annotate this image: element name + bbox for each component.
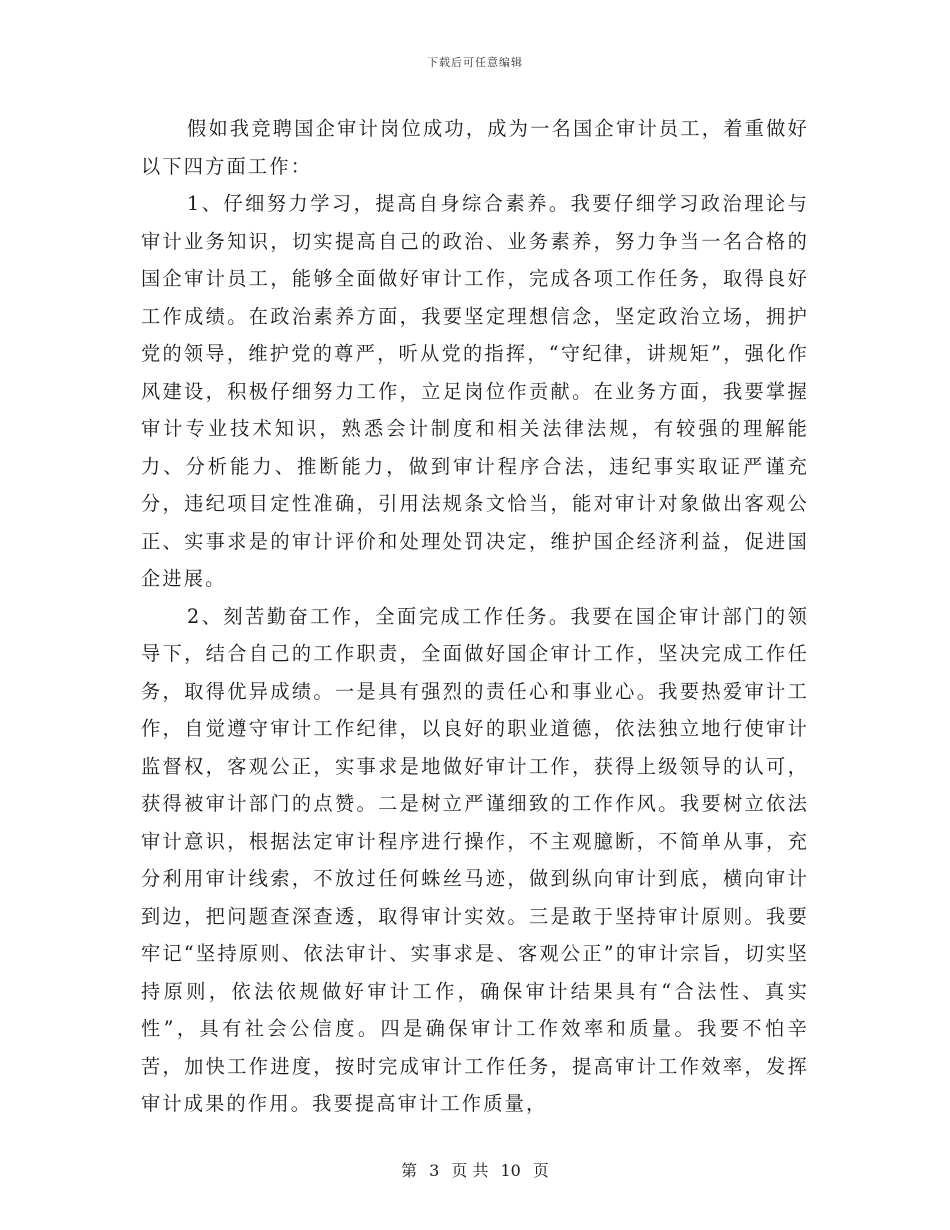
footer-page-number: 3: [429, 1161, 440, 1180]
paragraph-point-1: 1、仔细努力学习，提高自身综合素养。我要仔细学习政治理论与审计业务知识，切实提高自己的政治、业务素养，努力争当一名合格的国企审计员工，能够全面做好审计工作，完成各项工作任务，取得良好工作成绩。在政治素养方面，我要坚定理想信念，坚定政治立场，拥护党的领导，维护党的尊严，听从党的指挥，“守纪律，讲规矩”，强化作风建设，积极仔细努力工作，立足岗位作贡献。在业务方面，我要掌握审计专业技术知识，熟悉会计制度和相关法律法规，有较强的理解能力、分析能力、推断能力，做到审计程序合法，违纪事实取证严谨充分，违纪项目定性准确，引用法规条文恰当，能对审计对象做出客观公正、实事求是的审计评价和处理处罚决定，维护国企经济利益，促进国企进展。: [141, 192, 809, 590]
document-body: [141, 110, 809, 1123]
paragraph-intro: 假如我竞聘国企审计岗位成功，成为一名国企审计员工，着重做好以下四方面工作：: [141, 117, 809, 178]
page-footer: [0, 1158, 950, 1181]
footer-middle: 页 共: [451, 1161, 489, 1180]
paragraph-point-2: 2、刻苦勤奋工作，全面完成工作任务。我要在国企审计部门的领导下，结合自己的工作职责，全面做好国企审计工作，坚决完成工作任务，取得优异成绩。一是具有强烈的责任心和事业心。我要热爱审计工作，自觉遵守审计工作纪律，以良好的职业道德，依法独立地行使审计监督权，客观公正，实事求是地做好审计工作，获得上级领导的认可，获得被审计部门的点赞。二是树立严谨细致的工作作风。我要树立依法审计意识，根据法定审计程序进行操作，不主观臆断，不简单从事，充分利用审计线索，不放过任何蛛丝马迹，做到纵向审计到底，横向审计到边，把问题查深查透，取得审计实效。三是敢于坚持审计原则。我要牢记“坚持原则、依法审计、实事求是、客观公正”的审计宗旨，切实坚持原则，依法依规做好审计工作，确保审计结果具有“合法性、真实性”，具有社会公信度。四是确保审计工作效率和质量。我要不怕辛苦，加快工作进度，按时完成审计工作任务，提高审计工作效率，发挥审计成果的作用。我要提高审计工作质量，: [141, 604, 809, 1115]
footer-total-pages: 10: [500, 1161, 521, 1180]
header-note: 下载后可任意编辑: [427, 56, 523, 69]
footer-prefix: 第: [401, 1161, 418, 1180]
footer-suffix: 页: [532, 1161, 549, 1180]
